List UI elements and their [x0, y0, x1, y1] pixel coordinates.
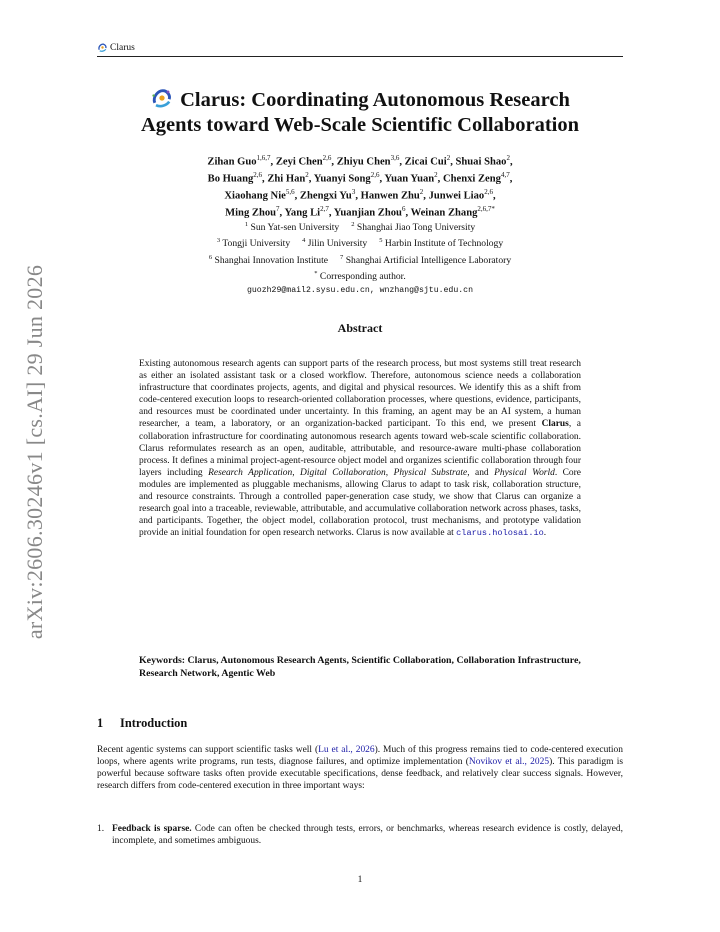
affiliation-name: Shanghai Artificial Intelligence Laboratory: [345, 254, 512, 266]
affiliation-number: 1: [244, 221, 249, 228]
affiliation-line: [120, 251, 600, 267]
author-name: Yuan Yuan: [384, 173, 435, 185]
keywords-text: Clarus, Autonomous Research Agents, Scientific Collaboration, Collaboration Infrastructure, Research Network, Agentic Web: [139, 655, 581, 679]
author-affiliation-mark: 2,6: [370, 170, 380, 179]
arxiv-identifier-text: arXiv:2606.30246v1 [cs.AI] 29 Jun 2026: [22, 264, 48, 640]
author-affiliation-mark: 2,6: [322, 154, 332, 162]
title-line-2: Agents toward Web-Scale Scientific Collaboration: [140, 114, 580, 136]
author-name: Hanwen Zhu: [360, 190, 420, 202]
project-url-link[interactable]: clarus.holosai.io: [456, 528, 544, 539]
author-name: Chenxi Zeng: [442, 173, 501, 185]
author-name: Xiaohang Nie: [224, 190, 286, 202]
author-name: Zihan Guo: [207, 156, 257, 168]
author-affiliation-mark: 2,6,7*: [477, 204, 495, 213]
corresponding-note: * Corresponding author.: [314, 270, 406, 283]
author-affiliation-mark: 2: [419, 187, 424, 196]
affiliation-name: Shanghai Innovation Institute: [214, 254, 329, 266]
author-affiliation-mark: 2,7: [320, 204, 329, 213]
author-name: Shuai Shao: [455, 156, 507, 168]
running-header: [97, 42, 623, 57]
author-affiliation-mark: 3,6: [390, 154, 400, 162]
author-affiliation-mark: 1,6,7: [256, 154, 271, 162]
affiliation-line: [120, 234, 600, 250]
running-header-text: Clarus: [110, 42, 135, 53]
affiliation-number: 2: [351, 221, 355, 228]
author-name: Zicai Cui: [404, 156, 447, 168]
citation-link[interactable]: Lu et al., 2026: [318, 745, 375, 755]
author-name: Weinan Zhang: [410, 207, 478, 219]
author-affiliation-mark: 3: [351, 187, 356, 196]
author-affiliation-mark: 2: [434, 170, 438, 179]
keywords-label: Keywords:: [139, 655, 186, 666]
page-number: 1: [357, 875, 363, 885]
author-name: Zhi Han: [267, 173, 306, 185]
affiliation-number: 6: [208, 253, 213, 261]
affiliation-name: Shanghai Jiao Tong University: [356, 222, 476, 234]
author-name: Junwei Liao: [428, 190, 485, 202]
author-affiliation-mark: 2: [305, 170, 309, 179]
section-number: 1: [97, 716, 104, 730]
author-affiliation-mark: 2,6: [484, 187, 493, 196]
author-name: Bo Huang: [207, 173, 254, 185]
author-name: Ming Zhou: [225, 207, 277, 219]
affiliation-name: Harbin Institute of Technology: [384, 238, 504, 250]
author-affiliation-mark: 5,6: [285, 187, 295, 196]
author-affiliation-mark: 2,6: [253, 170, 263, 179]
affiliation-number: 4: [302, 237, 306, 245]
author-name: Yuanjian Zhou: [333, 207, 402, 219]
author-name: Zeyi Chen: [275, 156, 323, 168]
section-title: Introduction: [120, 716, 188, 730]
intro-paragraph: Recent agentic systems can support scientific tasks well (Lu et al., 2026). Much of this progress remains tied to code-centered execution loops, where agents write programs, run tests, diagnose failures, and optimize implementation (Novikov et al., 2025). This paradigm is powerful because software tasks often provide executable specifications, dense feedback, and relatively clear success signals. However, research differs from code-centered execution in three important ways:: [97, 745, 624, 792]
affiliation-name: Jilin University: [307, 238, 368, 250]
clarus-logo-icon: [150, 86, 174, 110]
author-name: Zhiyu Chen: [336, 156, 391, 168]
title-line-1: Clarus: Coordinating Autonomous Research: [180, 89, 570, 111]
list-item: [97, 823, 623, 847]
affiliations: [120, 218, 600, 297]
affiliation-number: 3: [216, 237, 221, 245]
arxiv-identifier: [18, 262, 52, 642]
author-affiliation-mark: 4,7: [500, 170, 510, 179]
author-name: Yuanyi Song: [313, 173, 371, 185]
affiliation-name: Tongji University: [222, 238, 291, 250]
affiliation-number: 7: [340, 253, 344, 261]
affiliation-line: [120, 218, 600, 234]
author-name: Zhengxi Yu: [299, 190, 352, 202]
list-item-text: Feedback is sparse. Code can often be checked through tests, errors, or benchmarks, whereas research evidence is costly, delayed, incomplete, and sometimes ambiguous.: [112, 824, 623, 847]
author-affiliation-mark: 7: [276, 204, 280, 213]
citation-link[interactable]: Novikov et al., 2025: [468, 757, 550, 768]
affiliation-number: 5: [379, 237, 383, 245]
author-list: Zihan Guo$^{1,6,7}$, Zeyi Chen$^{2,6}$, Zhiyu Chen$^{3,6}$, Zicai Cui$^2$, Shuai Shao$^2$, Bo Huang$^{2,6}$, Zhi Han$^2$, Yuanyi Song$^{2,6}$, Yuan Yuan$^2$, Chenxi Zeng$^{4,7}$, Xiaohang Nie$^{5,6}$, Zhengxi Yu$^3$, Hanwen Zhu$^2$, Junwei Liao$^{2,6}$, Ming Zhou$^7$, Yang Li$^{2,7}$, Yuanjian Zhou$^6$, Weinan Zhang$^{2,6,7*}$: [207, 154, 513, 219]
keywords: [139, 655, 581, 680]
intro-list: [97, 823, 623, 847]
author-name: Yang Li: [284, 207, 321, 219]
affiliation-name: Sun Yat-sen University: [250, 222, 340, 234]
paper-title: [97, 86, 623, 138]
abstract-body: Existing autonomous research agents can support parts of the research process, but most systems still treat research as either an isolated assistant task or a closed workflow. Therefore, autonomous science needs a collaboration infrastructure that coordinates projects, agents, and digital and physical resources. We identify this as a shift from code-centered execution loops to research-oriented collaboration processes, where questions, evidence, participants, and resources must be coordinated under uncertainty. In this framing, an agent may be an AI system, a human researcher, a team, a laboratory, or an organization-backed participant. To this end, we present Clarus, a collaboration infrastructure for coordinating autonomous research agents toward web-scale scientific collaboration. Clarus reformulates research as an open, auditable, attributable, and resource-aware multi-phase collaboration process. It defines a minimal project-agent-resource object model and organizes scientific collaboration through four layers including Research Application, Digital Collaboration, Physical Substrate, and Physical World. Core modules are implemented as pluggable mechanisms, allowing Clarus to adapt to task risk, collaboration structure, and resource constraints. Through a controlled paper-generation case study, we show that Clarus can organize a research goal into a traceable, reviewable, attributable, and accumulative collaboration network across phases, tasks, and participants. Together, the object model, collaboration protocol, trust mechanisms, and prototype validation provide an initial foundation for open research networks. Clarus is now available at clarus.holosai.io.: [139, 359, 581, 539]
author-affiliation-mark: 2: [446, 154, 451, 162]
system-name: Clarus: [541, 419, 569, 430]
abstract-heading: Abstract: [337, 321, 383, 335]
author-affiliation-mark: 2: [506, 154, 510, 162]
contact-emails: guozh29@mail2.sysu.edu.cn, wnzhang@sjtu.edu.cn: [246, 285, 473, 295]
clarus-logo-icon: [97, 42, 108, 53]
list-marker: 1.: [97, 824, 105, 834]
author-affiliation-mark: 6: [401, 204, 406, 213]
section-heading: [97, 716, 623, 731]
